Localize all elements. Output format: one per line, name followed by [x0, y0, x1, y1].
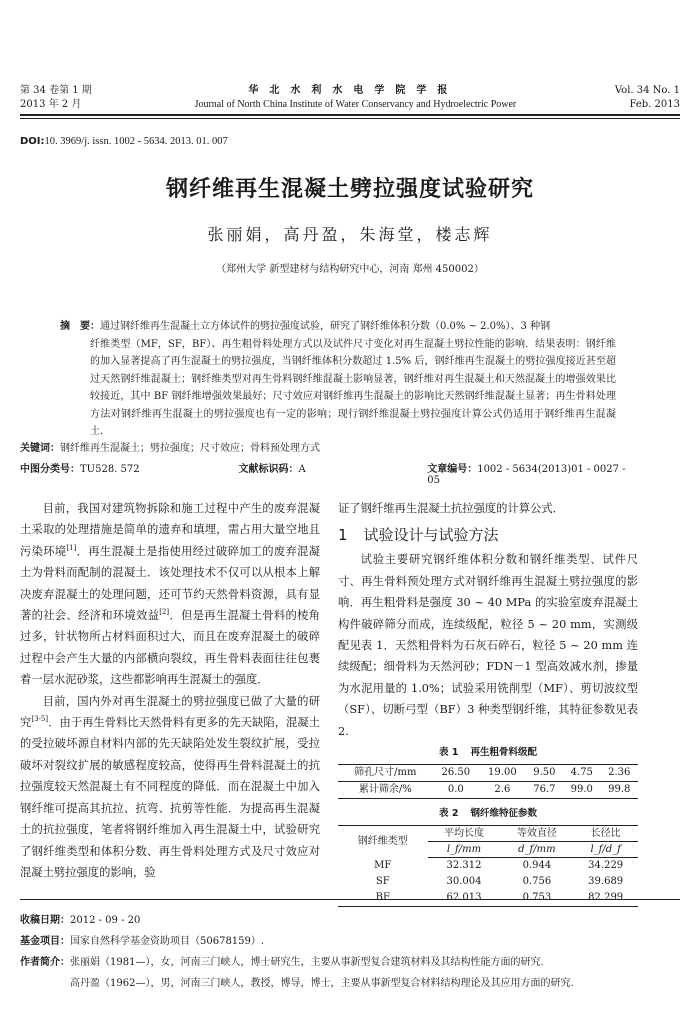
abstract-label: 摘 要：	[60, 321, 100, 332]
received-date: 2012 - 09 - 20	[70, 915, 141, 926]
table2-caption: 表 2 钢纤维特征参数	[439, 808, 537, 820]
citation[interactable]: [3-5]	[31, 715, 49, 724]
journal-header	[20, 84, 680, 112]
section-heading	[338, 521, 638, 549]
abstract	[60, 318, 616, 441]
table1-caption: 表 1 再生粗骨料级配	[439, 747, 537, 759]
keywords-label: 关键词：	[20, 443, 60, 454]
paragraph-intro-1: 目前，我国对建筑物拆除和施工过程中产生的废弃混凝土采取的处理措施是简单的遗弃和填埋，需占用大量空地且污染环境[1]．再生混凝土是指使用经过破碎加工的废弃混凝土为骨料而配制的混凝土．该处理技术不仅可以从根本上解决废弃混凝土的处理问题，还可节约天然骨料资源，具有显著的社会、经济和环境效益[2]．但是再生混凝土骨料的棱角过多，针状物所占材料面积过大，而且在废弃混凝土的破碎过程中会产生大量的内部横向裂纹，再生骨料表面往往包裹着一层水泥砂浆，这些都影响再生混凝土的强度．	[20, 502, 320, 687]
keywords-text: 钢纤维再生混凝土；劈拉强度；尺寸效应；骨料预处理方式	[60, 443, 320, 454]
author-bio-label: 作者简介：	[20, 957, 70, 968]
doc-code-value: A	[298, 464, 306, 475]
article-authors: 张丽娟，高丹盈，朱海堂，楼志辉	[207, 225, 493, 244]
header-rule-thin	[20, 118, 680, 119]
abstract-text-2: 纤维类型（MF，SF，BF）、再生粗骨料处理方式以及试件尺寸变化对再生混凝土劈拉性能的影响．结果表明：钢纤维的加入显著提高了再生混凝土的劈拉强度，当钢纤维体积分数超过 1.5% 后，钢纤维再生混凝土的劈拉强度接近甚至超过天然钢纤维混凝土；钢纤维类型对再生骨料钢纤维混凝土影响显著，钢纤维对再生混凝土和天然混凝土的增强效果比较接近，其中 BF 钢纤维增强效果最好；尺寸效应对钢纤维再生混凝土的影响比天然钢纤维混凝土显著；再生骨料处理方法对钢纤维再生混凝土的劈拉强度也有一定的影响；现行钢纤维混凝土劈拉强度计算公式仍适用于钢纤维再生混凝土．	[90, 338, 616, 437]
fund-text: 国家自然科学基金资助项目（50678159）.	[70, 936, 265, 947]
paragraph-intro-2: 目前，国内外对再生混凝土的劈拉强度已做了大量的研究[3-5]．由于再生骨料比天然骨料有更多的先天缺陷，混凝土的受拉破坏源自材料内部的先天缺陷处发生裂纹扩展，受拉破坏对裂纹扩展的敏感程度较高，使得再生骨料混凝土的抗拉强度较天然混凝土有不同程度的降低．而在混凝土中加入钢纤维可提高其抗拉、抗弯、抗剪等性能．为提高再生混凝土的抗拉强度，笔者将钢纤维加入再生混凝土中，试验研究了钢纤维类型和体积分数、再生骨料处理方式及尺寸效应对混凝土劈拉强度的影响，验	[20, 694, 320, 879]
fund-label: 基金项目：	[20, 936, 70, 947]
abstract-text-1: 通过钢纤维再生混凝土立方体试件的劈拉强度试验，研究了钢纤维体积分数（0.0% ~ 2.0%）、3 种钢	[100, 321, 551, 332]
volume-en: Vol. 34 No. 1	[614, 85, 680, 96]
table-header-units: l_f/mm d_f/mm l_f/d_f	[338, 842, 638, 858]
table-row: BF 62.013 0.753 82.299	[338, 890, 638, 907]
paragraph-method: 试验主要研究钢纤维体积分数和钢纤维类型、试件尺寸、再生骨料预处理方式对钢纤维再生混凝土劈拉强度的影响．再生粗骨料是强度 30 ~ 40 MPa 的实验室废弃混凝土构件破碎筛分而成，连续级配，粒径 5 ~ 20 mm，实测级配见表 1．天然粗骨料为石灰石碎石，粒径 5 ~ 20 mm 连续级配；细骨料为天然河砂；FDN－1 型高效减水剂，掺量为水泥用量的 1.0%；试验采用铣削型（MF）、剪切波纹型（SF）、切断弓型（BF）3 种类型钢纤维，其特征参数见表 2.	[338, 553, 638, 738]
section-title: 试验设计与试验方法	[363, 526, 499, 545]
citation[interactable]: [2]	[159, 608, 170, 617]
citation[interactable]: [1]	[66, 544, 77, 553]
author-bio-2: 高丹盈（1962—），男，河南三门峡人，教授，博导，博士，主要从事新型复合材料结构理论及其应用方面的研究.	[70, 978, 574, 989]
footnote-rule	[20, 899, 680, 900]
doi-label: DOI:	[20, 136, 45, 147]
table2-fiber-params	[338, 825, 638, 907]
doi-line	[20, 136, 228, 147]
volume-cn: 第 34 卷第 1 期	[20, 85, 92, 96]
keywords	[20, 440, 640, 457]
article-no-label: 文章编号：	[427, 464, 478, 475]
journal-name-en: Journal of North China Institute of Water Conservancy and Hydroelectric Power	[194, 99, 517, 110]
journal-name-cn: 华北水利水电学院学报	[248, 85, 459, 96]
received-label: 收稿日期：	[20, 915, 70, 926]
doc-code-label: 文献标识码：	[238, 464, 299, 475]
table-row: 筛孔尺寸/mm 26.50 19.00 9.50 4.75 2.36	[338, 765, 638, 782]
author-affiliation: （郑州大学 新型建材与结构研究中心，河南 郑州 450002）	[216, 264, 484, 275]
table-header-row: 钢纤维类型 平均长度 等效直径 长径比	[338, 826, 638, 842]
classification-line	[20, 460, 640, 486]
author-bio-1: 张丽娟（1981—），女，河南三门峡人，博士研究生，主要从事新型复合建筑材料及其结构性能方面的研究.	[70, 957, 544, 968]
table1-grading	[338, 764, 638, 799]
section-number: 1	[338, 526, 348, 545]
date-en: Feb. 2013	[629, 99, 680, 110]
body-column-left	[20, 498, 320, 883]
table-row: MF 32.312 0.944 34.229	[374, 859, 624, 872]
table-row: SF 30.004 0.756 39.689	[375, 876, 624, 888]
body-column-right	[338, 498, 638, 907]
article-no-value: 1002 - 5634(2013)01 - 0027 - 05	[427, 464, 626, 486]
footnotes	[20, 910, 680, 994]
header-rule-thick	[20, 114, 680, 116]
table-row: 累计筛余/% 0.0 2.6 76.7 99.0 99.8	[338, 782, 638, 799]
date-cn: 2013 年 2 月	[20, 99, 82, 110]
paragraph-continued: 证了钢纤维再生混凝土抗拉强度的计算公式．	[338, 502, 564, 515]
clc-value: TU528. 572	[80, 464, 140, 475]
clc-label: 中图分类号：	[20, 464, 80, 475]
article-title: 钢纤维再生混凝土劈拉强度试验研究	[165, 177, 534, 202]
doi-value: 10. 3969/j. issn. 1002 - 5634. 2013. 01. 007	[44, 136, 228, 147]
